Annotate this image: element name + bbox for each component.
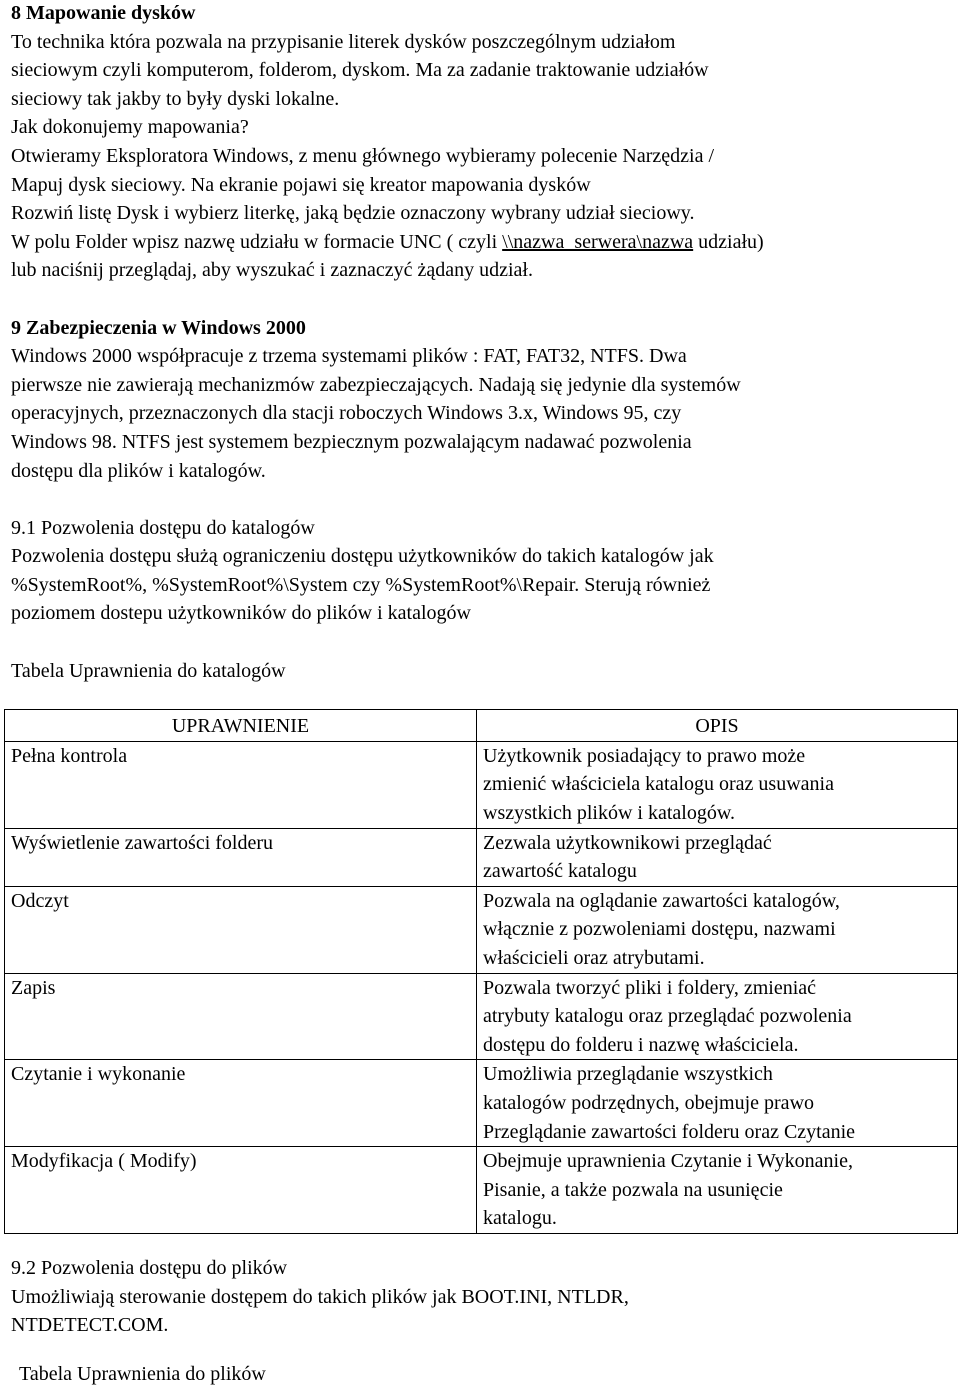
folder-table-caption: Tabela Uprawnienia do katalogów [11, 659, 286, 682]
section-9-line-4: Windows 98. NTFS jest systemem bezpiecznym pozwalającym nadawać pozwolenia [11, 430, 692, 453]
description-line: wszystkich plików i katalogów. [483, 802, 736, 825]
permission-cell: Odczyt [5, 886, 477, 973]
description-line: Obejmuje uprawnienia Czytanie i Wykonanie, [483, 1150, 853, 1173]
header-description: OPIS [477, 710, 958, 742]
spacer [11, 285, 956, 314]
section-8-line-3: sieciowy tak jakby to były dyski lokalne. [11, 87, 340, 110]
spacer [11, 685, 956, 709]
section-9-1-line-1: Pozwolenia dostępu służą ograniczeniu dostępu użytkowników do takich katalogów jak [11, 545, 714, 568]
header-permission: UPRAWNIENIE [5, 710, 477, 742]
table-row [5, 1060, 958, 1147]
section-8-unc-line [11, 228, 956, 257]
permission-cell: Pełna kontrola [5, 741, 477, 828]
section-9-2-heading: 9.2 Pozwolenia dostępu do plików [11, 1256, 288, 1279]
section-8-line-6: Mapuj dysk sieciowy. Na ekranie pojawi się kreator mapowania dysków [11, 173, 591, 196]
description-line: katalogu. [483, 1207, 557, 1230]
file-table-caption: Tabela Uprawnienia do plików [19, 1362, 266, 1385]
section-8-line-2: sieciowym czyli komputerom, folderom, dyskom. Ma za zadanie traktowanie udziałów [11, 59, 709, 82]
table-row [5, 886, 958, 973]
section-8-line-4: Jak dokonujemy mapowania? [11, 116, 249, 139]
section-9-2-line-1: Umożliwiają sterowanie dostępem do takich plików jak BOOT.INI, NTLDR, [11, 1285, 629, 1308]
description-line: Przeglądanie zawartości folderu oraz Czytanie [483, 1120, 856, 1143]
section-8-line-5: Otwieramy Eksploratora Windows, z menu głównego wybieramy polecenie Narzędzia / [11, 144, 715, 167]
description-cell [477, 828, 958, 886]
table-header-row [5, 710, 958, 742]
section-9-2 [11, 1254, 956, 1340]
section-9-1-line-2: %SystemRoot%, %SystemRoot%\System czy %SystemRoot%\Repair. Sterują również [11, 573, 711, 596]
table-row [5, 828, 958, 886]
section-9-1-heading: 9.1 Pozwolenia dostępu do katalogów [11, 516, 315, 539]
table-row [5, 973, 958, 1060]
permission-cell: Zapis [5, 973, 477, 1060]
description-line: dostępu do folderu i nazwę właściciela. [483, 1033, 799, 1056]
description-line: Pozwala tworzyć pliki i foldery, zmieniać [483, 976, 817, 999]
section-9-2-line-2: NTDETECT.COM. [11, 1314, 169, 1337]
table-row [5, 1147, 958, 1234]
section-8-heading: 8 Mapowanie dysków [11, 2, 196, 24]
description-cell [477, 1060, 958, 1147]
description-cell [477, 741, 958, 828]
description-cell [477, 886, 958, 973]
section-9-line-5: dostępu dla plików i katalogów. [11, 459, 266, 482]
description-line: Umożliwia przeglądanie wszystkich [483, 1063, 773, 1086]
permission-cell: Wyświetlenie zawartości folderu [5, 828, 477, 886]
table-row [5, 741, 958, 828]
document-page [11, 0, 956, 1388]
section-9-line-3: operacyjnych, przeznaczonych dla stacji roboczych Windows 3.x, Windows 95, czy [11, 402, 682, 425]
unc-path-link[interactable]: \\nazwa_serwera\nazwa [502, 230, 694, 253]
permission-cell: Modyfikacja ( Modify) [5, 1147, 477, 1234]
section-9-line-2: pierwsze nie zawierają mechanizmów zabezpieczających. Nadają się jedynie dla systemów [11, 373, 741, 396]
section-9-1-line-3: poziomem dostepu użytkowników do plików i katalogów [11, 602, 471, 625]
unc-text-before: W polu Folder wpisz nazwę udziału w formacie UNC ( czyli [11, 230, 503, 253]
section-8-line-7: Rozwiń listę Dysk i wybierz literkę, jaką będzie oznaczony wybrany udział sieciowy. [11, 202, 695, 225]
unc-text-after: udziału) [693, 230, 764, 253]
description-cell [477, 1147, 958, 1234]
description-line: Pozwala na oglądanie zawartości katalogów, [483, 889, 840, 912]
section-8-line-1: To technika która pozwala na przypisanie literek dysków poszczególnym udziałom [11, 30, 676, 53]
description-line: Użytkownik posiadający to prawo może [483, 744, 806, 767]
description-line: właścicieli oraz atrybutami. [483, 947, 705, 969]
description-line: włącznie z pozwoleniami dostępu, nazwami [483, 918, 836, 941]
permission-cell: Czytanie i wykonanie [5, 1060, 477, 1147]
description-line: Zezwala użytkownikowi przeglądać [483, 831, 772, 854]
section-8-last-line: lub naciśnij przeglądaj, aby wyszukać i zaznaczyć żądany udział. [11, 259, 533, 282]
description-line: atrybuty katalogu oraz przeglądać pozwolenia [483, 1005, 852, 1028]
section-9-line-1: Windows 2000 współpracuje z trzema systemami plików : FAT, FAT32, NTFS. Dwa [11, 345, 687, 368]
description-line: katalogów podrzędnych, obejmuje prawo [483, 1091, 815, 1114]
description-cell [477, 973, 958, 1060]
description-line: zawartość katalogu [483, 860, 637, 883]
description-line: zmienić właściciela katalogu oraz usuwania [483, 773, 834, 796]
spacer [11, 485, 956, 514]
section-9-heading: 9 Zabezpieczenia w Windows 2000 [11, 316, 306, 339]
description-line: Pisanie, a także pozwala na usunięcie [483, 1178, 783, 1201]
folder-permissions-table [4, 709, 958, 1234]
spacer [11, 628, 956, 657]
